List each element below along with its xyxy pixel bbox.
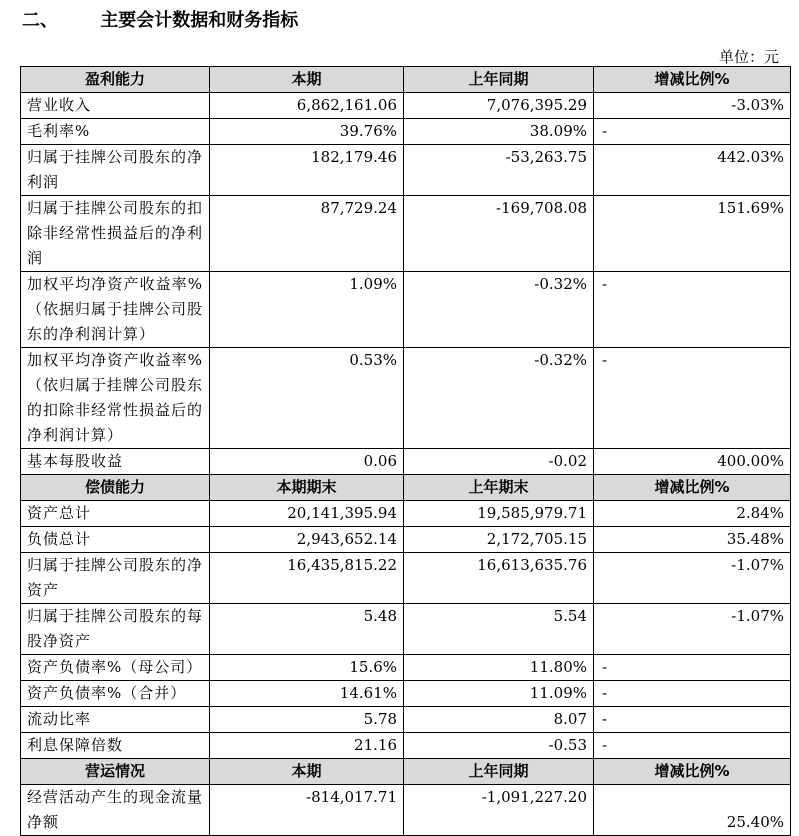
change-percent: - [594, 733, 791, 759]
row-label: 归属于挂牌公司股东的净资产 [21, 553, 210, 604]
change-percent: - [594, 681, 791, 707]
table-row [21, 707, 791, 733]
row-label: 归属于挂牌公司股东的扣除非经常性损益后的净利润 [21, 196, 210, 272]
section-title-cell: 营运情况 [21, 759, 210, 785]
previous-value: 19,585,979.71 [404, 501, 594, 527]
table-row [21, 119, 791, 145]
section-header-row [21, 67, 791, 93]
table-row [21, 348, 791, 449]
previous-value: -0.32% [404, 272, 594, 348]
change-percent: -3.03% [594, 93, 791, 119]
previous-value: -0.02 [404, 449, 594, 475]
table-row [21, 272, 791, 348]
table-row [21, 604, 791, 655]
column-header: 上年同期 [404, 67, 594, 93]
change-percent: 2.84% [594, 501, 791, 527]
row-label: 营业收入 [21, 93, 210, 119]
change-percent: - [594, 655, 791, 681]
change-percent: - [594, 272, 791, 348]
change-percent: 35.48% [594, 527, 791, 553]
previous-value: 2,172,705.15 [404, 527, 594, 553]
section-heading [22, 6, 298, 32]
change-percent: - [594, 348, 791, 449]
row-label: 基本每股收益 [21, 449, 210, 475]
column-header: 上年期末 [404, 475, 594, 501]
unit-label: 单位：元 [718, 48, 779, 66]
change-percent: 25.40% [594, 785, 791, 836]
previous-value: 5.54 [404, 604, 594, 655]
previous-value: 11.80% [404, 655, 594, 681]
row-label: 归属于挂牌公司股东的净利润 [21, 145, 210, 196]
current-value: 5.48 [210, 604, 404, 655]
column-header: 本期期末 [210, 475, 404, 501]
section-header-row [21, 759, 791, 785]
table-row [21, 501, 791, 527]
previous-value: 38.09% [404, 119, 594, 145]
previous-value: -53,263.75 [404, 145, 594, 196]
current-value: 16,435,815.22 [210, 553, 404, 604]
row-label: 经营活动产生的现金流量净额 [21, 785, 210, 836]
row-label: 归属于挂牌公司股东的每股净资产 [21, 604, 210, 655]
section-title: 主要会计数据和财务指标 [100, 10, 299, 31]
current-value: 14.61% [210, 681, 404, 707]
financial-indicators-table [20, 66, 791, 836]
current-value: 6,862,161.06 [210, 93, 404, 119]
table-row [21, 145, 791, 196]
row-label: 流动比率 [21, 707, 210, 733]
current-value: 5.78 [210, 707, 404, 733]
column-header: 本期 [210, 759, 404, 785]
column-header: 本期 [210, 67, 404, 93]
column-header: 增减比例% [594, 67, 791, 93]
table-row [21, 553, 791, 604]
change-percent: 151.69% [594, 196, 791, 272]
section-title-cell: 盈利能力 [21, 67, 210, 93]
table-row [21, 93, 791, 119]
change-percent: -1.07% [594, 553, 791, 604]
change-percent: -1.07% [594, 604, 791, 655]
current-value: 1.09% [210, 272, 404, 348]
table-row [21, 196, 791, 272]
change-percent: - [594, 707, 791, 733]
previous-value: 16,613,635.76 [404, 553, 594, 604]
column-header: 增减比例% [594, 475, 791, 501]
current-value: 21.16 [210, 733, 404, 759]
row-label: 加权平均净资产收益率%（依据归属于挂牌公司股东的净利润计算） [21, 272, 210, 348]
current-value: 87,729.24 [210, 196, 404, 272]
change-percent: 442.03% [594, 145, 791, 196]
previous-value: -169,708.08 [404, 196, 594, 272]
column-header: 上年同期 [404, 759, 594, 785]
current-value: 182,179.46 [210, 145, 404, 196]
row-label: 资产负债率%（母公司） [21, 655, 210, 681]
row-label: 资产总计 [21, 501, 210, 527]
previous-value: 7,076,395.29 [404, 93, 594, 119]
section-title-cell: 偿债能力 [21, 475, 210, 501]
table-row [21, 681, 791, 707]
current-value: 39.76% [210, 119, 404, 145]
current-value: 0.53% [210, 348, 404, 449]
previous-value: 11.09% [404, 681, 594, 707]
table-row [21, 449, 791, 475]
previous-value: -1,091,227.20 [404, 785, 594, 836]
previous-value: 8.07 [404, 707, 594, 733]
row-label: 利息保障倍数 [21, 733, 210, 759]
change-percent: - [594, 119, 791, 145]
table-row [21, 785, 791, 836]
current-value: 2,943,652.14 [210, 527, 404, 553]
current-value: -814,017.71 [210, 785, 404, 836]
table-row [21, 527, 791, 553]
row-label: 资产负债率%（合并） [21, 681, 210, 707]
table-row [21, 655, 791, 681]
table-row [21, 733, 791, 759]
column-header: 增减比例% [594, 759, 791, 785]
current-value: 20,141,395.94 [210, 501, 404, 527]
row-label: 毛利率% [21, 119, 210, 145]
section-number: 二、 [22, 10, 58, 31]
section-header-row [21, 475, 791, 501]
previous-value: -0.32% [404, 348, 594, 449]
row-label: 加权平均净资产收益率%（依归属于挂牌公司股东的扣除非经常性损益后的净利润计算） [21, 348, 210, 449]
previous-value: -0.53 [404, 733, 594, 759]
row-label: 负债总计 [21, 527, 210, 553]
current-value: 0.06 [210, 449, 404, 475]
change-percent: 400.00% [594, 449, 791, 475]
current-value: 15.6% [210, 655, 404, 681]
